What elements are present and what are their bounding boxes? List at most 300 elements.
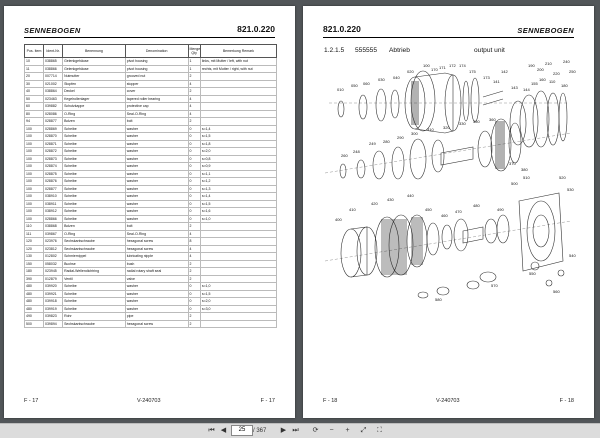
callout-number: 174	[459, 63, 466, 68]
table-row	[25, 215, 277, 223]
table-row	[25, 260, 277, 268]
cell-benennung: Scheibe	[63, 208, 126, 216]
callout-number: 520	[559, 175, 566, 180]
table-row	[25, 103, 277, 111]
cell-remark	[200, 245, 276, 253]
cell-remark: s=1,8	[200, 140, 276, 148]
callout-number: 560	[553, 289, 560, 294]
cell-denomination: washer	[125, 163, 188, 171]
callout-number: 510	[523, 175, 530, 180]
cell-pos: 490	[25, 313, 44, 321]
cell-ident: 028866	[44, 215, 63, 223]
cell-benennung: Sechskantschraube	[63, 238, 126, 246]
table-row	[25, 305, 277, 313]
cell-benennung: Scheibe	[63, 305, 126, 313]
cell-remark: s=0,8	[200, 155, 276, 163]
cell-remark: s=2,0	[200, 298, 276, 306]
document-number: 821.0.220	[237, 24, 275, 34]
cell-pos: 500	[25, 320, 44, 328]
cell-remark	[200, 320, 276, 328]
callout-number: 220	[553, 71, 560, 76]
cell-pos: 20	[25, 73, 44, 81]
cell-pos: 100	[25, 215, 44, 223]
cell-ident: 028874	[44, 163, 63, 171]
cell-ident: 028877	[44, 185, 63, 193]
cell-qty: 2	[188, 320, 200, 328]
cell-remark: s=1,4	[200, 193, 276, 201]
cell-ident: 021002	[44, 80, 63, 88]
callout-number: 010	[337, 87, 344, 92]
cell-benennung: Scheibe	[63, 193, 126, 201]
cell-pos: 40	[25, 88, 44, 96]
cell-remark	[200, 73, 276, 81]
cell-benennung: Schmiernippel	[63, 253, 126, 261]
callout-number: 360	[489, 117, 496, 122]
cell-pos: 100	[25, 155, 44, 163]
cell-ident: 038865	[44, 58, 63, 66]
cell-pos: 94	[25, 118, 44, 126]
cell-benennung: Scheibe	[63, 140, 126, 148]
cell-remark	[200, 118, 276, 126]
col-header-denomination: Denomination	[125, 45, 188, 58]
cell-denomination: washer	[125, 290, 188, 298]
cell-benennung: Scheibe	[63, 170, 126, 178]
cell-benennung: Sechskantschraube	[63, 320, 126, 328]
cell-benennung: Gelenkgehäuse	[63, 58, 126, 66]
cell-qty: 2	[188, 73, 200, 81]
cell-qty: 1	[188, 58, 200, 66]
cell-pos: 100	[25, 208, 44, 216]
table-row	[25, 193, 277, 201]
cell-qty: 0	[188, 298, 200, 306]
cell-ident: 039918	[44, 298, 63, 306]
cell-remark	[200, 260, 276, 268]
cell-benennung: Stopfen	[63, 80, 126, 88]
page-number-input[interactable]	[231, 425, 253, 436]
cell-denomination: pipe	[125, 313, 188, 321]
cell-pos: 480	[25, 305, 44, 313]
cell-qty: 0	[188, 185, 200, 193]
cell-benennung: Scheibe	[63, 148, 126, 156]
cell-remark	[200, 275, 276, 283]
cell-remark: s=2,0	[200, 148, 276, 156]
cell-ident: 028876	[44, 178, 63, 186]
cell-ident: 007714	[44, 73, 63, 81]
section-number: 1.2.1.5	[324, 47, 345, 54]
cell-ident: 038866	[44, 65, 63, 73]
cell-remark: s=1,2	[200, 178, 276, 186]
table-row	[25, 223, 277, 231]
callout-number: 580	[435, 297, 442, 302]
cell-denomination: hexagonal screw	[125, 320, 188, 328]
callout-number: 172	[449, 63, 456, 68]
cell-qty: 0	[188, 125, 200, 133]
rotate-icon[interactable]: ⟳	[312, 427, 319, 434]
cell-qty: 2	[188, 275, 200, 283]
callout-number: 480	[473, 203, 480, 208]
table-row	[25, 283, 277, 291]
cell-ident: 012802	[44, 253, 63, 261]
zoom-out-button[interactable]: −	[329, 427, 334, 434]
cell-benennung: Rohr	[63, 313, 126, 321]
table-row	[25, 253, 277, 261]
cell-denomination: tapered roller bearing	[125, 95, 188, 103]
cell-benennung: Scheibe	[63, 290, 126, 298]
table-row	[25, 148, 277, 156]
cell-denomination: cover	[125, 88, 188, 96]
callout-number: 050	[351, 83, 358, 88]
cell-ident: 023945	[44, 268, 63, 276]
cell-pos: 100	[25, 140, 44, 148]
callout-number: 100	[423, 63, 430, 68]
cell-benennung: Bolzen	[63, 118, 126, 126]
cell-ident: 039867	[44, 230, 63, 238]
cell-denomination: Seal-O-Ring	[125, 230, 188, 238]
callout-number: 420	[371, 201, 378, 206]
page-count: / 367	[253, 428, 267, 434]
cell-denomination: washer	[125, 200, 188, 208]
callout-number: 540	[569, 253, 576, 258]
callout-number: 143	[511, 85, 518, 90]
cell-qty: 2	[188, 260, 200, 268]
cell-pos: 50	[25, 95, 44, 103]
callout-number: 210	[545, 61, 552, 66]
cell-qty: 2	[188, 313, 200, 321]
cell-qty: 0	[188, 290, 200, 298]
zoom-in-button[interactable]: +	[345, 427, 350, 434]
cell-ident: 028869	[44, 125, 63, 133]
cell-ident: 028872	[44, 148, 63, 156]
callout-number: 350	[473, 119, 480, 124]
cell-qty: 4	[188, 253, 200, 261]
cell-denomination: bolt	[125, 118, 188, 126]
callout-number: 370	[509, 161, 516, 166]
cell-ident: 023463	[44, 95, 63, 103]
cell-remark: s=1,5	[200, 200, 276, 208]
callout-number: 173	[483, 75, 490, 80]
table-row	[25, 208, 277, 216]
pdf-page-right	[303, 6, 594, 418]
cell-denomination: washer	[125, 208, 188, 216]
cell-ident: 028870	[44, 133, 63, 141]
cell-ident: 039920	[44, 283, 63, 291]
cell-benennung: Scheibe	[63, 298, 126, 306]
cell-pos: 80	[25, 110, 44, 118]
cell-ident: 028873	[44, 155, 63, 163]
cell-benennung: Scheibe	[63, 155, 126, 163]
callout-number: 030	[378, 77, 385, 82]
cell-remark: s=1,4	[200, 125, 276, 133]
cell-pos: 120	[25, 245, 44, 253]
callout-number: 248	[353, 149, 360, 154]
exploded-view-drawing	[323, 61, 575, 361]
cell-remark: s=1,3	[200, 185, 276, 193]
cell-qty: 4	[188, 245, 200, 253]
cell-ident: 038911	[44, 200, 63, 208]
parts-table-body	[25, 58, 277, 328]
cell-qty: 0	[188, 215, 200, 223]
table-row	[25, 230, 277, 238]
cell-remark: s=1,1	[200, 170, 276, 178]
cell-denomination: washer	[125, 283, 188, 291]
callout-number: 500	[511, 181, 518, 186]
cell-remark	[200, 95, 276, 103]
col-header-remark: Bemerkung Remark	[200, 45, 276, 58]
cell-benennung: Gelenkgehäuse	[63, 65, 126, 73]
cell-denomination: washer	[125, 148, 188, 156]
callout-number: 440	[407, 193, 414, 198]
table-row	[25, 163, 277, 171]
table-row	[25, 298, 277, 306]
callout-number: 320	[443, 125, 450, 130]
cell-pos: 480	[25, 290, 44, 298]
pdf-page-left	[4, 6, 295, 418]
callout-number: 175	[469, 69, 476, 74]
col-header-pos: Pos. Item	[25, 45, 44, 58]
cell-qty: 4	[188, 95, 200, 103]
cell-ident: 023976	[44, 238, 63, 246]
cell-benennung: Scheibe	[63, 178, 126, 186]
first-page-button[interactable]: ⏮	[208, 427, 215, 434]
callout-number: 180	[561, 83, 568, 88]
callout-number: 020	[407, 69, 414, 74]
table-row	[25, 268, 277, 276]
callout-number: 330	[459, 121, 466, 126]
cell-denomination: bolt	[125, 223, 188, 231]
next-page-button[interactable]: ▶	[280, 427, 287, 434]
cell-ident: 039882	[44, 103, 63, 111]
callout-number: 171	[439, 65, 446, 70]
table-row	[25, 65, 277, 73]
cell-qty: 0	[188, 133, 200, 141]
cell-ident: 039823	[44, 313, 63, 321]
cell-benennung: O-Ring	[63, 230, 126, 238]
cell-pos: 100	[25, 125, 44, 133]
cell-benennung: Deckel	[63, 88, 126, 96]
cell-denomination: washer	[125, 298, 188, 306]
table-row	[25, 95, 277, 103]
table-row	[25, 118, 277, 126]
cell-ident: 058032	[44, 260, 63, 268]
table-row	[25, 320, 277, 328]
callout-number: 200	[537, 67, 544, 72]
cell-remark: links, mit Mutter / left, with nut	[200, 58, 276, 66]
cell-remark: s=1,0	[200, 283, 276, 291]
footer-version: V-240703	[137, 398, 161, 404]
callout-number: 060	[363, 81, 370, 86]
cell-pos: 180	[25, 268, 44, 276]
cell-benennung: Ventil	[63, 275, 126, 283]
cell-ident: 028871	[44, 140, 63, 148]
cell-pos: 100	[25, 193, 44, 201]
cell-benennung: Nutmutter	[63, 73, 126, 81]
cell-pos: 100	[25, 178, 44, 186]
viewer-toolbar	[0, 423, 600, 438]
callout-number: 460	[441, 213, 448, 218]
callout-number: 280	[383, 139, 390, 144]
cell-pos: 100	[25, 200, 44, 208]
cell-denomination: valve	[125, 275, 188, 283]
cell-remark	[200, 110, 276, 118]
table-row	[25, 73, 277, 81]
cell-ident: 028877	[44, 118, 63, 126]
cell-qty: 0	[188, 140, 200, 148]
cell-qty: 0	[188, 148, 200, 156]
cell-qty: 4	[188, 103, 200, 111]
cell-qty: 1	[188, 65, 200, 73]
callout-number: 450	[425, 207, 432, 212]
cell-ident: 039921	[44, 290, 63, 298]
cell-denomination: bush	[125, 260, 188, 268]
cell-pos: 390	[25, 275, 44, 283]
table-row	[25, 245, 277, 253]
col-header-benennung: Benennung	[63, 45, 126, 58]
cell-benennung: Bolzen	[63, 223, 126, 231]
cell-remark: s=3,0	[200, 305, 276, 313]
cell-qty: 4	[188, 230, 200, 238]
callout-number: 570	[491, 283, 498, 288]
table-row	[25, 170, 277, 178]
callout-number: 250	[569, 69, 576, 74]
cell-qty: 0	[188, 283, 200, 291]
cell-remark	[200, 253, 276, 261]
cell-qty: 0	[188, 178, 200, 186]
fullscreen-icon[interactable]: ⛶	[377, 427, 382, 434]
cell-qty: 0	[188, 163, 200, 171]
cell-denomination: washer	[125, 125, 188, 133]
callout-number: 240	[563, 59, 570, 64]
cell-qty: 2	[188, 88, 200, 96]
cell-benennung: Scheibe	[63, 185, 126, 193]
callout-number: 170	[431, 67, 438, 72]
cell-pos: 100	[25, 170, 44, 178]
cell-denomination: hexagonal screw	[125, 245, 188, 253]
cell-qty: 4	[188, 80, 200, 88]
section-id: 555555	[355, 47, 378, 54]
callout-number: 550	[529, 271, 536, 276]
callout-number: 530	[567, 187, 574, 192]
table-row	[25, 313, 277, 321]
cell-benennung: Schutzkappe	[63, 103, 126, 111]
footer-page-left: F - 18	[323, 398, 338, 404]
cell-pos: 10	[25, 58, 44, 66]
table-row	[25, 275, 277, 283]
cell-qty: 0	[188, 208, 200, 216]
cell-qty: 2	[188, 118, 200, 126]
cell-remark: s=1,5	[200, 290, 276, 298]
cell-remark	[200, 88, 276, 96]
cell-denomination: pivot housing	[125, 58, 188, 66]
table-row	[25, 140, 277, 148]
cell-remark	[200, 223, 276, 231]
cell-denomination: washer	[125, 305, 188, 313]
parts-table-header	[25, 45, 277, 58]
cell-denomination: washer	[125, 178, 188, 186]
cell-remark: rechts, mit Mutter / right, with nut	[200, 65, 276, 73]
cell-qty: 0	[188, 193, 200, 201]
cell-remark: s=0,9	[200, 163, 276, 171]
cell-benennung: Radial-Wellendichtring	[63, 268, 126, 276]
document-number: 821.0.220	[323, 24, 361, 34]
last-page-button[interactable]: ⏭	[292, 427, 299, 434]
callout-number: 260	[341, 153, 348, 158]
callout-number: 290	[397, 135, 404, 140]
footer-page-right: F - 17	[260, 398, 275, 404]
section-title-de: Abtrieb	[389, 47, 410, 54]
cell-ident: 038868	[44, 223, 63, 231]
table-row	[25, 110, 277, 118]
cell-denomination: washer	[125, 140, 188, 148]
cell-denomination: washer	[125, 193, 188, 201]
callout-number: 400	[335, 217, 342, 222]
table-row	[25, 133, 277, 141]
table-row	[25, 290, 277, 298]
cell-denomination: grooved nut	[125, 73, 188, 81]
callout-number: 040	[393, 75, 400, 80]
cell-ident: 039894	[44, 320, 63, 328]
footer-page-right: F - 18	[559, 398, 574, 404]
fit-page-icon[interactable]: ⤢	[360, 427, 367, 434]
callout-number: 144	[523, 87, 530, 92]
cell-denomination: washer	[125, 133, 188, 141]
cell-pos: 120	[25, 238, 44, 246]
cell-benennung: Scheibe	[63, 163, 126, 171]
cell-benennung: Scheibe	[63, 283, 126, 291]
table-row	[25, 200, 277, 208]
callout-number: 410	[349, 207, 356, 212]
table-row	[25, 80, 277, 88]
cell-qty: 8	[188, 238, 200, 246]
callout-number: 380	[521, 167, 528, 172]
cell-remark	[200, 313, 276, 321]
cell-qty: 4	[188, 110, 200, 118]
callout-number: 160	[539, 77, 546, 82]
cell-benennung: Scheibe	[63, 125, 126, 133]
cell-qty: 2	[188, 268, 200, 276]
cell-pos: 110	[25, 223, 44, 231]
cell-ident: 039919	[44, 305, 63, 313]
cell-pos: 60	[25, 103, 44, 111]
cell-denomination: radial rotary shaft seal	[125, 268, 188, 276]
cell-qty: 0	[188, 155, 200, 163]
table-row	[25, 125, 277, 133]
cell-remark: s=1,0	[200, 215, 276, 223]
cell-ident: 038912	[44, 208, 63, 216]
parts-table	[24, 44, 277, 328]
header-rule	[24, 37, 275, 38]
cell-remark	[200, 230, 276, 238]
cell-qty: 0	[188, 170, 200, 178]
footer-page-left: F - 17	[24, 398, 39, 404]
cell-pos: 100	[25, 185, 44, 193]
cell-denomination: pivot housing	[125, 65, 188, 73]
cell-pos: 130	[25, 253, 44, 261]
col-header-ident: Ident-Nr.	[44, 45, 63, 58]
cell-remark	[200, 103, 276, 111]
callout-number: 141	[493, 79, 500, 84]
cell-ident: 023812	[44, 245, 63, 253]
cell-denomination: Seal-O-Ring	[125, 110, 188, 118]
previous-page-button[interactable]: ◀	[220, 427, 227, 434]
cell-pos: 100	[25, 133, 44, 141]
callout-number: 190	[528, 63, 535, 68]
cell-pos: 480	[25, 283, 44, 291]
sennebogen-logo: SENNEBOGEN	[24, 26, 81, 35]
callout-number: 155	[531, 81, 538, 86]
cell-benennung: Scheibe	[63, 215, 126, 223]
cell-denomination: stopper	[125, 80, 188, 88]
cell-remark	[200, 80, 276, 88]
